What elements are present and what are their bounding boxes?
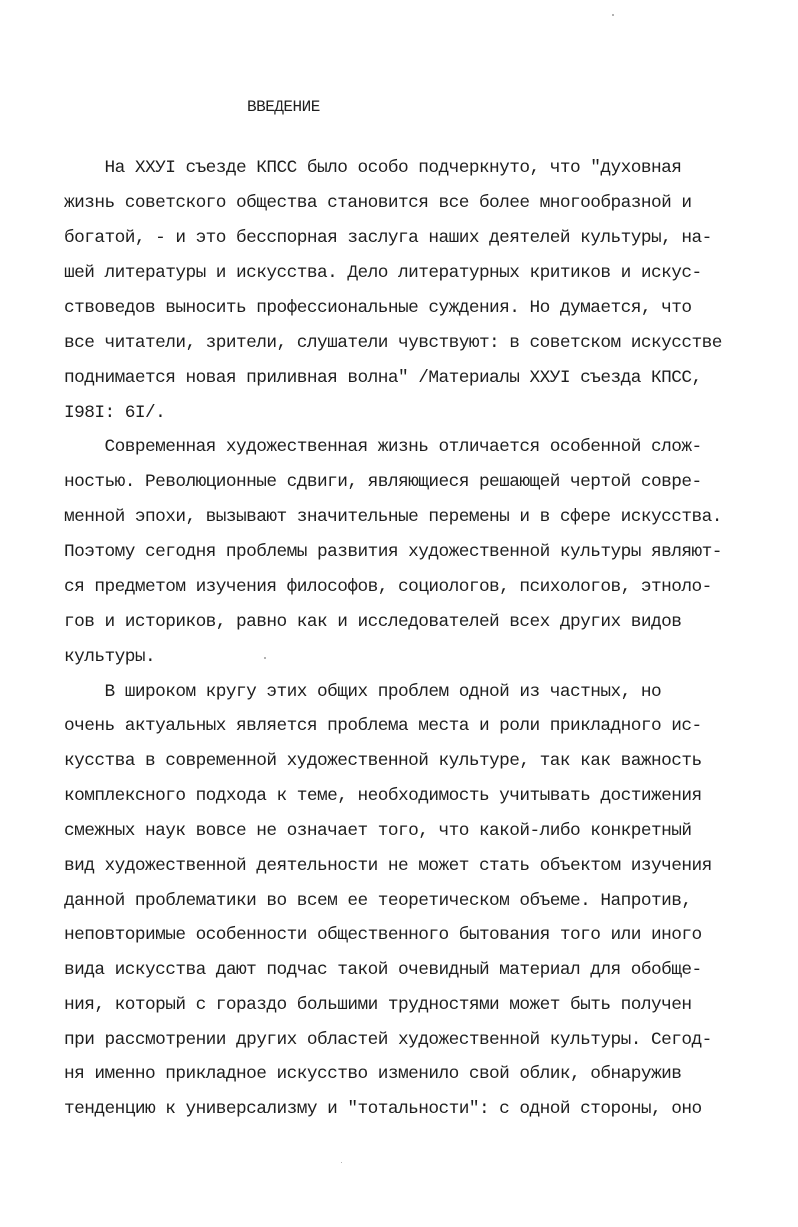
text-line: культуры.	[64, 647, 156, 667]
text-line: I98I: 6I/.	[64, 403, 166, 423]
text-line: тенденцию к универсализму и "тотальности": с одной стороны, оно	[64, 1099, 702, 1119]
text-line: неповторимые особенности общественного бытования того или иного	[64, 925, 702, 945]
text-line: богатой, - и это бесспорная заслуга наших деятелей культуры, на-	[64, 228, 712, 248]
text-line: данной проблематики во всем ее теоретическом объеме. Напротив,	[64, 891, 692, 911]
text-line: менной эпохи, вызывают значительные перемены и в сфере искусства.	[64, 507, 722, 527]
text-line: поднимается новая приливная волна" /Материалы ХХУI съезда КПСС,	[64, 368, 702, 388]
text-line: жизнь советского общества становится все более многообразной и	[64, 193, 692, 213]
text-line: вид художественной деятельности не может стать объектом изучения	[64, 856, 712, 876]
text-line: ся предметом изучения философов, социологов, психологов, этноло-	[64, 577, 712, 597]
text-line: Современная художественная жизнь отличается особенной слож-	[64, 437, 702, 457]
text-line: смежных наук вовсе не означает того, что какой-либо конкретный	[64, 821, 692, 841]
page-title: ВВЕДЕНИЕ	[247, 98, 320, 116]
text-line: очень актуальных является проблема места и роли прикладного ис-	[64, 716, 702, 736]
text-line: На ХХУI съезде КПСС было особо подчеркнуто, что "духовная	[64, 158, 682, 178]
text-line: В широком кругу этих общих проблем одной из частных, но	[64, 682, 662, 702]
text-line: при рассмотрении других областей художественной культуры. Сегод-	[64, 1030, 712, 1050]
scan-speck	[341, 1162, 342, 1163]
text-line: вида искусства дают подчас такой очевидный материал для обобще-	[64, 960, 702, 980]
text-line: ностью. Революционные сдвиги, являющиеся решающей чертой совре-	[64, 472, 702, 492]
text-line: гов и историков, равно как и исследователей всех других видов	[64, 612, 682, 632]
text-line: комплексного подхода к теме, необходимость учитывать достижения	[64, 786, 702, 806]
text-line: ня именно прикладное искусство изменило свой облик, обнаружив	[64, 1064, 682, 1084]
scan-speck	[612, 14, 614, 16]
text-line: шей литературы и искусства. Дело литературных критиков и искус-	[64, 263, 702, 283]
text-line: ствоведов выносить профессиональные суждения. Но думается, что	[64, 298, 692, 318]
text-line: ния, который с гораздо большими трудностями может быть получен	[64, 995, 692, 1015]
text-line: Поэтому сегодня проблемы развития художественной культуры являют-	[64, 542, 722, 562]
text-line: кусства в современной художественной культуре, так как важность	[64, 751, 702, 771]
scan-speck	[264, 657, 266, 659]
text-line: все читатели, зрители, слушатели чувствуют: в советском искусстве	[64, 333, 722, 353]
